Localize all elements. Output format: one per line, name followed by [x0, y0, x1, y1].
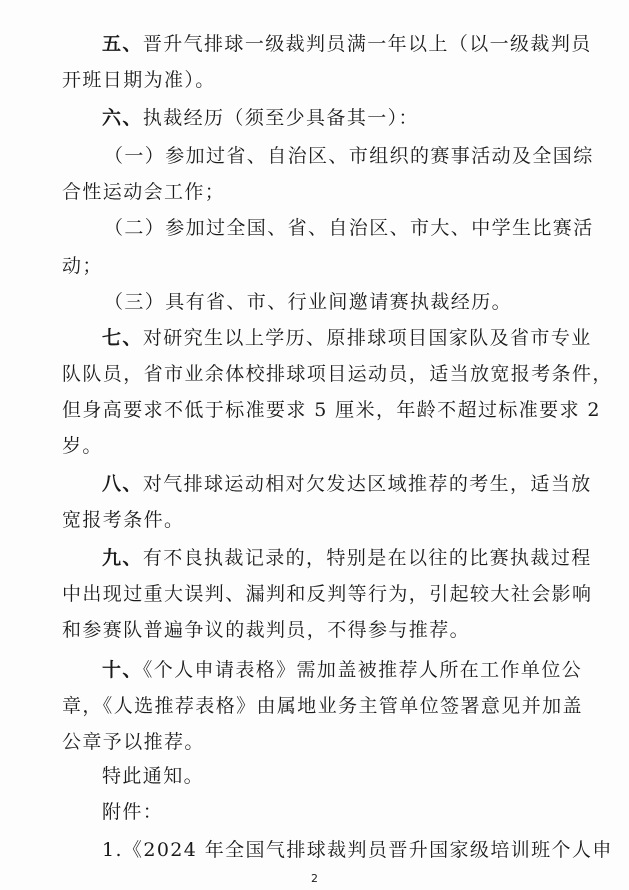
- section-9-line-3: [0, 618, 629, 642]
- section-7-line-4: [0, 434, 629, 458]
- section-5-text: 晋升气排球一级裁判员满一年以上（以一级裁判员: [142, 33, 592, 55]
- section-9-line-2: [0, 582, 629, 606]
- section-7-text-cont-1: 队队员，省市业余体校排球项目运动员，适当放宽报考条件，: [62, 363, 613, 385]
- section-6-number: 六、: [102, 107, 143, 129]
- item-1-line-2: [0, 180, 629, 204]
- section-9-number: 九、: [102, 547, 143, 569]
- section-6-line-1: [0, 106, 629, 130]
- item-2-line-1: [0, 216, 629, 240]
- section-7-line-1: [0, 326, 629, 350]
- notice-closing-text: 特此通知。: [102, 765, 205, 787]
- item-3-line-1: [0, 290, 629, 314]
- item-2-text-cont: 动；: [62, 255, 103, 277]
- section-8-number: 八、: [102, 473, 143, 495]
- section-10-line-1: [0, 658, 629, 682]
- section-8-text-cont: 宽报考条件。: [62, 509, 185, 531]
- item-1-text: （一）参加过省、自治区、市组织的赛事活动及全国综: [104, 145, 594, 167]
- section-10-line-2: [0, 694, 629, 718]
- section-9-text: 有不良执裁记录的，特别是在以往的比赛执裁过程: [142, 547, 592, 569]
- section-7-text: 对研究生以上学历、原排球项目国家队及省市专业: [142, 327, 592, 349]
- section-6-text: 执裁经历（须至少具备其一）：: [142, 107, 419, 129]
- section-8-text: 对气排球运动相对欠发达区域推荐的考生，适当放: [142, 473, 592, 495]
- section-10-text-cont-1: 章，《人选推荐表格》由属地业务主管单位签署意见并加盖: [62, 695, 583, 717]
- item-1-line-1: [0, 144, 629, 168]
- section-5-line-1: [0, 32, 629, 56]
- section-8-line-2: [0, 508, 629, 532]
- attachment-label: [0, 800, 629, 824]
- section-5-number: 五、: [102, 33, 143, 55]
- attachment-item-1: [0, 838, 629, 862]
- section-10-number: 十、: [102, 659, 143, 681]
- page-number: 2: [311, 872, 318, 885]
- item-2-text: （二）参加过全国、省、自治区、市大、中学生比赛活: [104, 217, 594, 239]
- notice-closing: [0, 764, 629, 788]
- item-1-text-cont: 合性运动会工作；: [62, 181, 226, 203]
- section-7-line-3: [0, 398, 629, 422]
- section-5-text-cont: 开班日期为准）。: [62, 69, 216, 91]
- item-2-line-2: [0, 254, 629, 278]
- section-9-text-cont-1: 中出现过重大误判、漏判和反判等行为，引起较大社会影响: [62, 583, 593, 605]
- section-5-line-2: [0, 68, 629, 92]
- section-8-line-1: [0, 472, 629, 496]
- attachment-item-1-text: 1.《2024 年全国气排球裁判员晋升国家级培训班个人申: [102, 839, 613, 861]
- section-9-text-cont-2: 和参赛队普遍争议的裁判员，不得参与推荐。: [62, 619, 471, 641]
- section-10-text: 《个人申请表格》需加盖被推荐人所在工作单位公: [142, 659, 583, 681]
- section-7-text-cont-3: 岁。: [62, 435, 103, 457]
- section-10-text-cont-2: 公章予以推荐。: [62, 731, 205, 753]
- attachment-label-text: 附件：: [102, 801, 164, 823]
- section-10-line-3: [0, 730, 629, 754]
- section-7-number: 七、: [102, 327, 143, 349]
- section-7-text-cont-2: 但身高要求不低于标准要求 5 厘米，年龄不超过标准要求 2: [62, 399, 601, 421]
- section-7-line-2: [0, 362, 629, 386]
- section-9-line-1: [0, 546, 629, 570]
- item-3-text: （三）具有省、市、行业间邀请赛执裁经历。: [104, 291, 513, 313]
